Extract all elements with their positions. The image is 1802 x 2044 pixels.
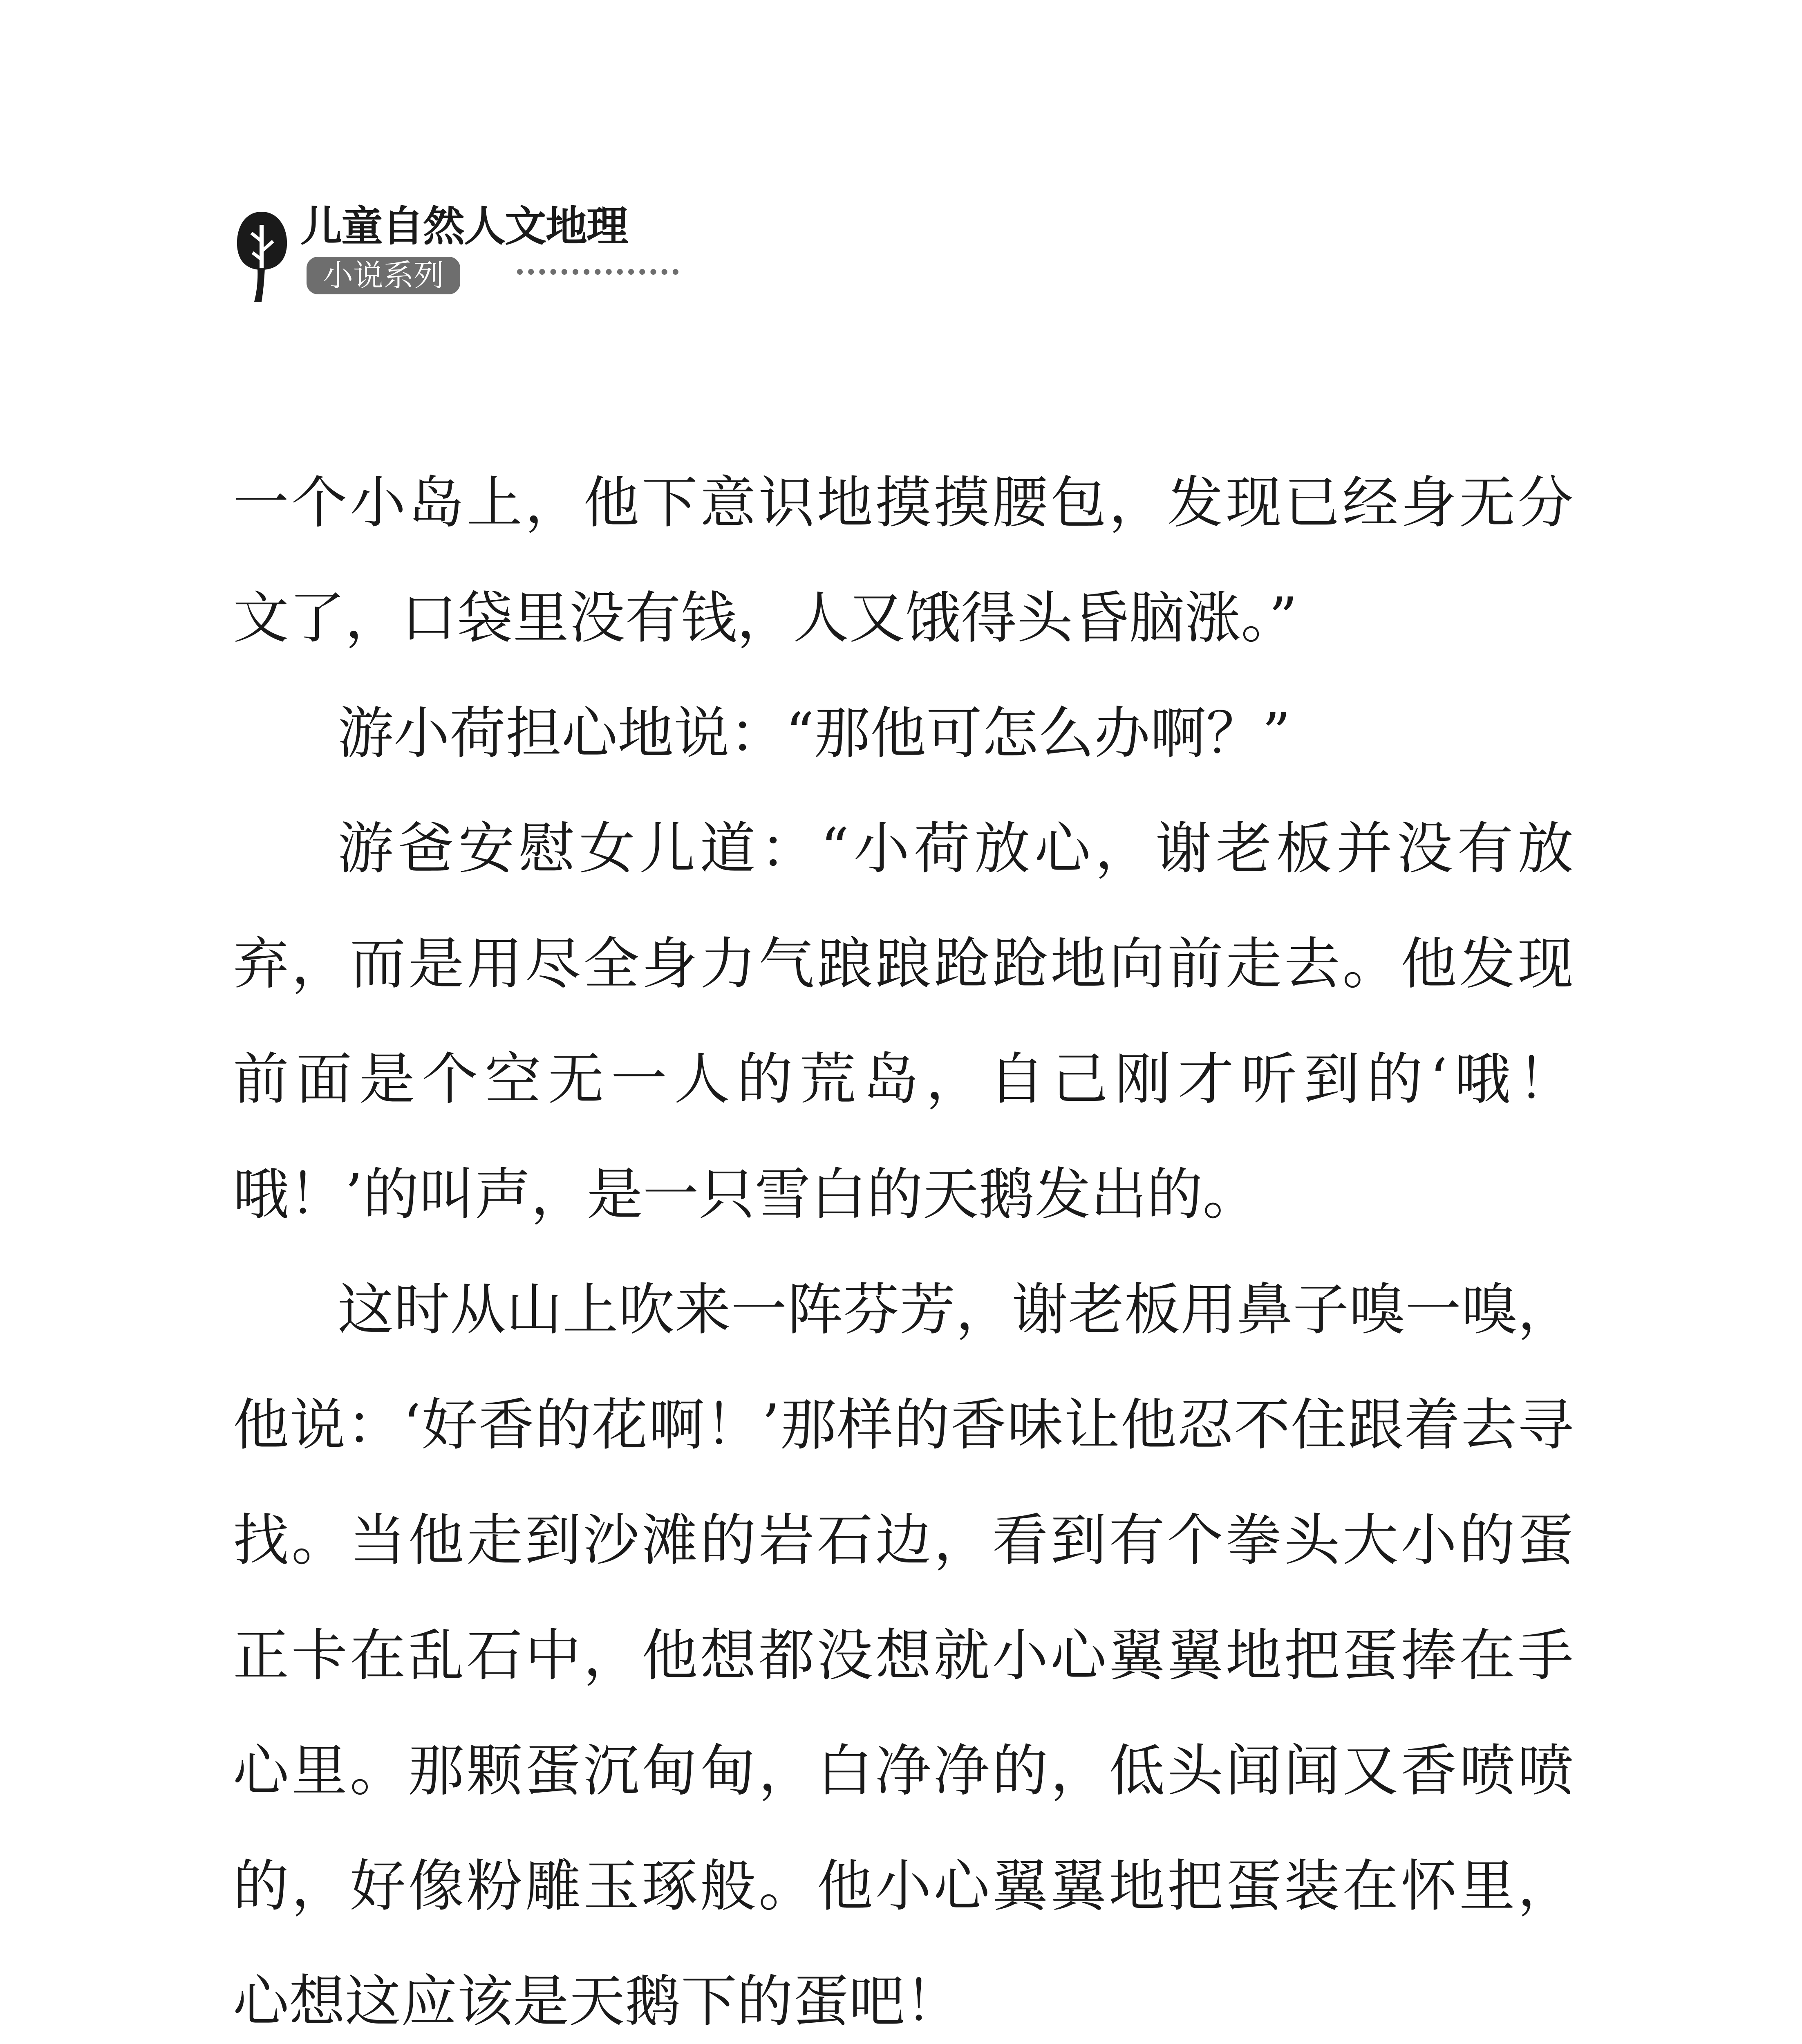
series-header bbox=[229, 200, 678, 307]
paragraph-2: 游小荷担心地说：“那他可怎么办啊？” bbox=[338, 701, 1291, 766]
story-text bbox=[233, 446, 1574, 2044]
header-dotted-divider bbox=[517, 269, 678, 275]
tree-icon bbox=[233, 208, 290, 303]
paragraph-4: 这时从山上吹来一阵芬芳，谢老板用鼻子嗅一嗅，他说：‘好香的花啊！’那样的香味让他忍不住跟着去寻找。当他走到沙滩的岩石边，看到有个拳头大小的蛋正卡在乱石中，他想都没想就小心翼翼地把蛋捧在手心里。那颗蛋沉甸甸，白净净的，低头闻闻又香喷喷的，好像粉雕玉琢般。他小心翼翼地把蛋装在怀里，心想这应该是天鹅下的蛋吧！ bbox=[233, 1278, 1574, 2034]
paragraph-1: 一个小岛上，他下意识地摸摸腰包，发现已经身无分文了，口袋里没有钱，人又饿得头昏脑涨。” bbox=[233, 471, 1574, 651]
series-subtitle-badge: 小说系列 bbox=[307, 257, 460, 294]
paragraph-3: 游爸安慰女儿道：“小荷放心，谢老板并没有放弃，而是用尽全身力气踉踉跄跄地向前走去。他发现前面是个空无一人的荒岛，自己刚才听到的‘哦！哦！’的叫声，是一只雪白的天鹅发出的。 bbox=[233, 816, 1574, 1227]
series-title: 儿童自然人文地理 bbox=[300, 202, 627, 251]
